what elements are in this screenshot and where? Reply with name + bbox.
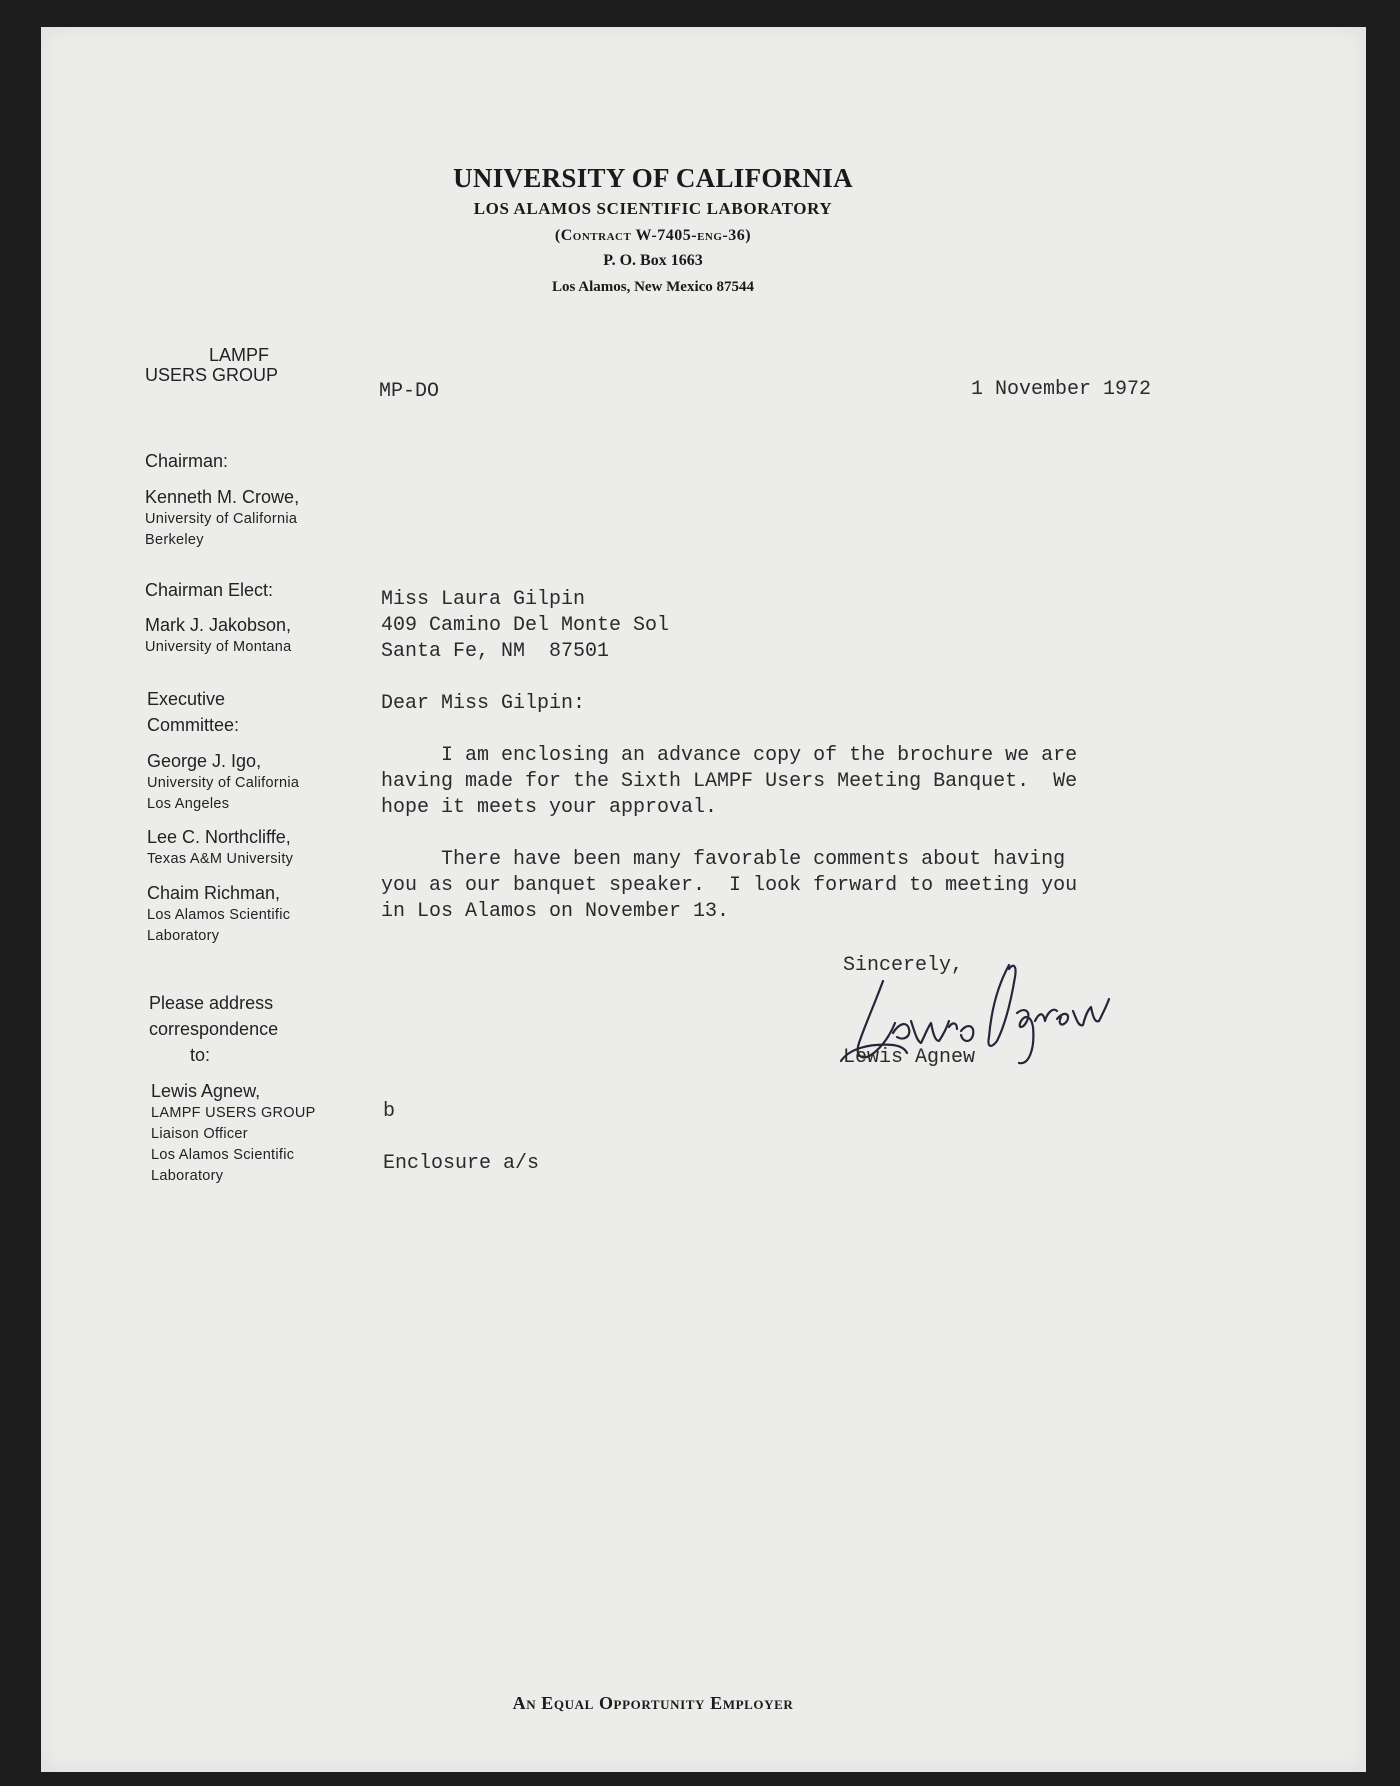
letter-page: [41, 27, 1366, 1772]
chairman-elect-affiliation: University of Montana: [145, 639, 292, 655]
paragraph-2-line-2: you as our banquet speaker. I look forward to meeting you: [381, 874, 1078, 897]
paragraph-1-line-3: hope it meets your approval.: [381, 796, 718, 819]
enclosure-note: Enclosure a/s: [383, 1152, 540, 1175]
chairman-elect-name: Mark J. Jakobson,: [145, 615, 292, 635]
address-label-2: correspondence: [149, 1019, 279, 1039]
paragraph-1-line-2: having made for the Sixth LAMPF Users Meeting Banquet. We: [381, 770, 1078, 793]
contact-affiliation-3: Los Alamos Scientific: [151, 1147, 295, 1163]
typist-initials: b: [383, 1100, 396, 1123]
reference-code: MP-DO: [379, 380, 440, 403]
letterhead-university: UNIVERSITY OF CALIFORNIA: [453, 163, 853, 193]
committee-member-3-affiliation-2: Laboratory: [147, 928, 220, 944]
recipient-line-2: 409 Camino Del Monte Sol: [381, 614, 670, 637]
signer-name: Lewis Agnew: [843, 1046, 976, 1069]
letterhead-city: Los Alamos, New Mexico 87544: [551, 279, 755, 295]
contact-affiliation-1: LAMPF USERS GROUP: [151, 1105, 316, 1121]
chairman-name: Kenneth M. Crowe,: [145, 487, 300, 507]
contact-name: Lewis Agnew,: [151, 1081, 261, 1101]
chairman-label: Chairman:: [145, 451, 229, 471]
address-label-3: to:: [190, 1045, 211, 1065]
letterhead-laboratory: LOS ALAMOS SCIENTIFIC LABORATORY: [473, 199, 833, 218]
sidebar-group-line2: USERS GROUP: [145, 365, 279, 385]
contact-affiliation-4: Laboratory: [151, 1168, 224, 1184]
recipient-line-1: Miss Laura Gilpin: [381, 588, 586, 611]
sidebar-group-line1: LAMPF: [208, 345, 269, 365]
paragraph-1-line-1: I am enclosing an advance copy of the brochure we are: [381, 744, 1078, 767]
address-label-1: Please address: [149, 993, 274, 1013]
closing: Sincerely,: [843, 954, 964, 977]
committee-member-3-affiliation-1: Los Alamos Scientific: [147, 907, 291, 923]
letterhead-contract: (Contract W-7405-eng-36): [554, 227, 752, 244]
footer-equal-opportunity: An Equal Opportunity Employer: [512, 1693, 794, 1713]
contact-affiliation-2: Liaison Officer: [151, 1126, 248, 1142]
chairman-affiliation-1: University of California: [145, 511, 298, 527]
salutation: Dear Miss Gilpin:: [381, 692, 586, 715]
recipient-line-3: Santa Fe, NM 87501: [381, 640, 610, 663]
paragraph-2-line-3: in Los Alamos on November 13.: [381, 900, 730, 923]
committee-member-1-name: George J. Igo,: [147, 751, 262, 771]
committee-member-2-affiliation: Texas A&M University: [147, 851, 294, 867]
chairman-elect-label: Chairman Elect:: [145, 580, 274, 600]
committee-member-2-name: Lee C. Northcliffe,: [147, 827, 291, 847]
handwritten-signature: [821, 937, 1171, 1097]
executive-label-1: Executive: [147, 689, 226, 709]
paragraph-2-line-1: There have been many favorable comments about having: [381, 848, 1066, 871]
letter-date: 1 November 1972: [971, 378, 1152, 401]
executive-label-2: Committee:: [147, 715, 240, 735]
committee-member-1-affiliation-2: Los Angeles: [147, 796, 230, 812]
committee-member-3-name: Chaim Richman,: [147, 883, 281, 903]
chairman-affiliation-2: Berkeley: [145, 532, 204, 548]
committee-member-1-affiliation-1: University of California: [147, 775, 300, 791]
letterhead-po-box: P. O. Box 1663: [603, 252, 703, 269]
